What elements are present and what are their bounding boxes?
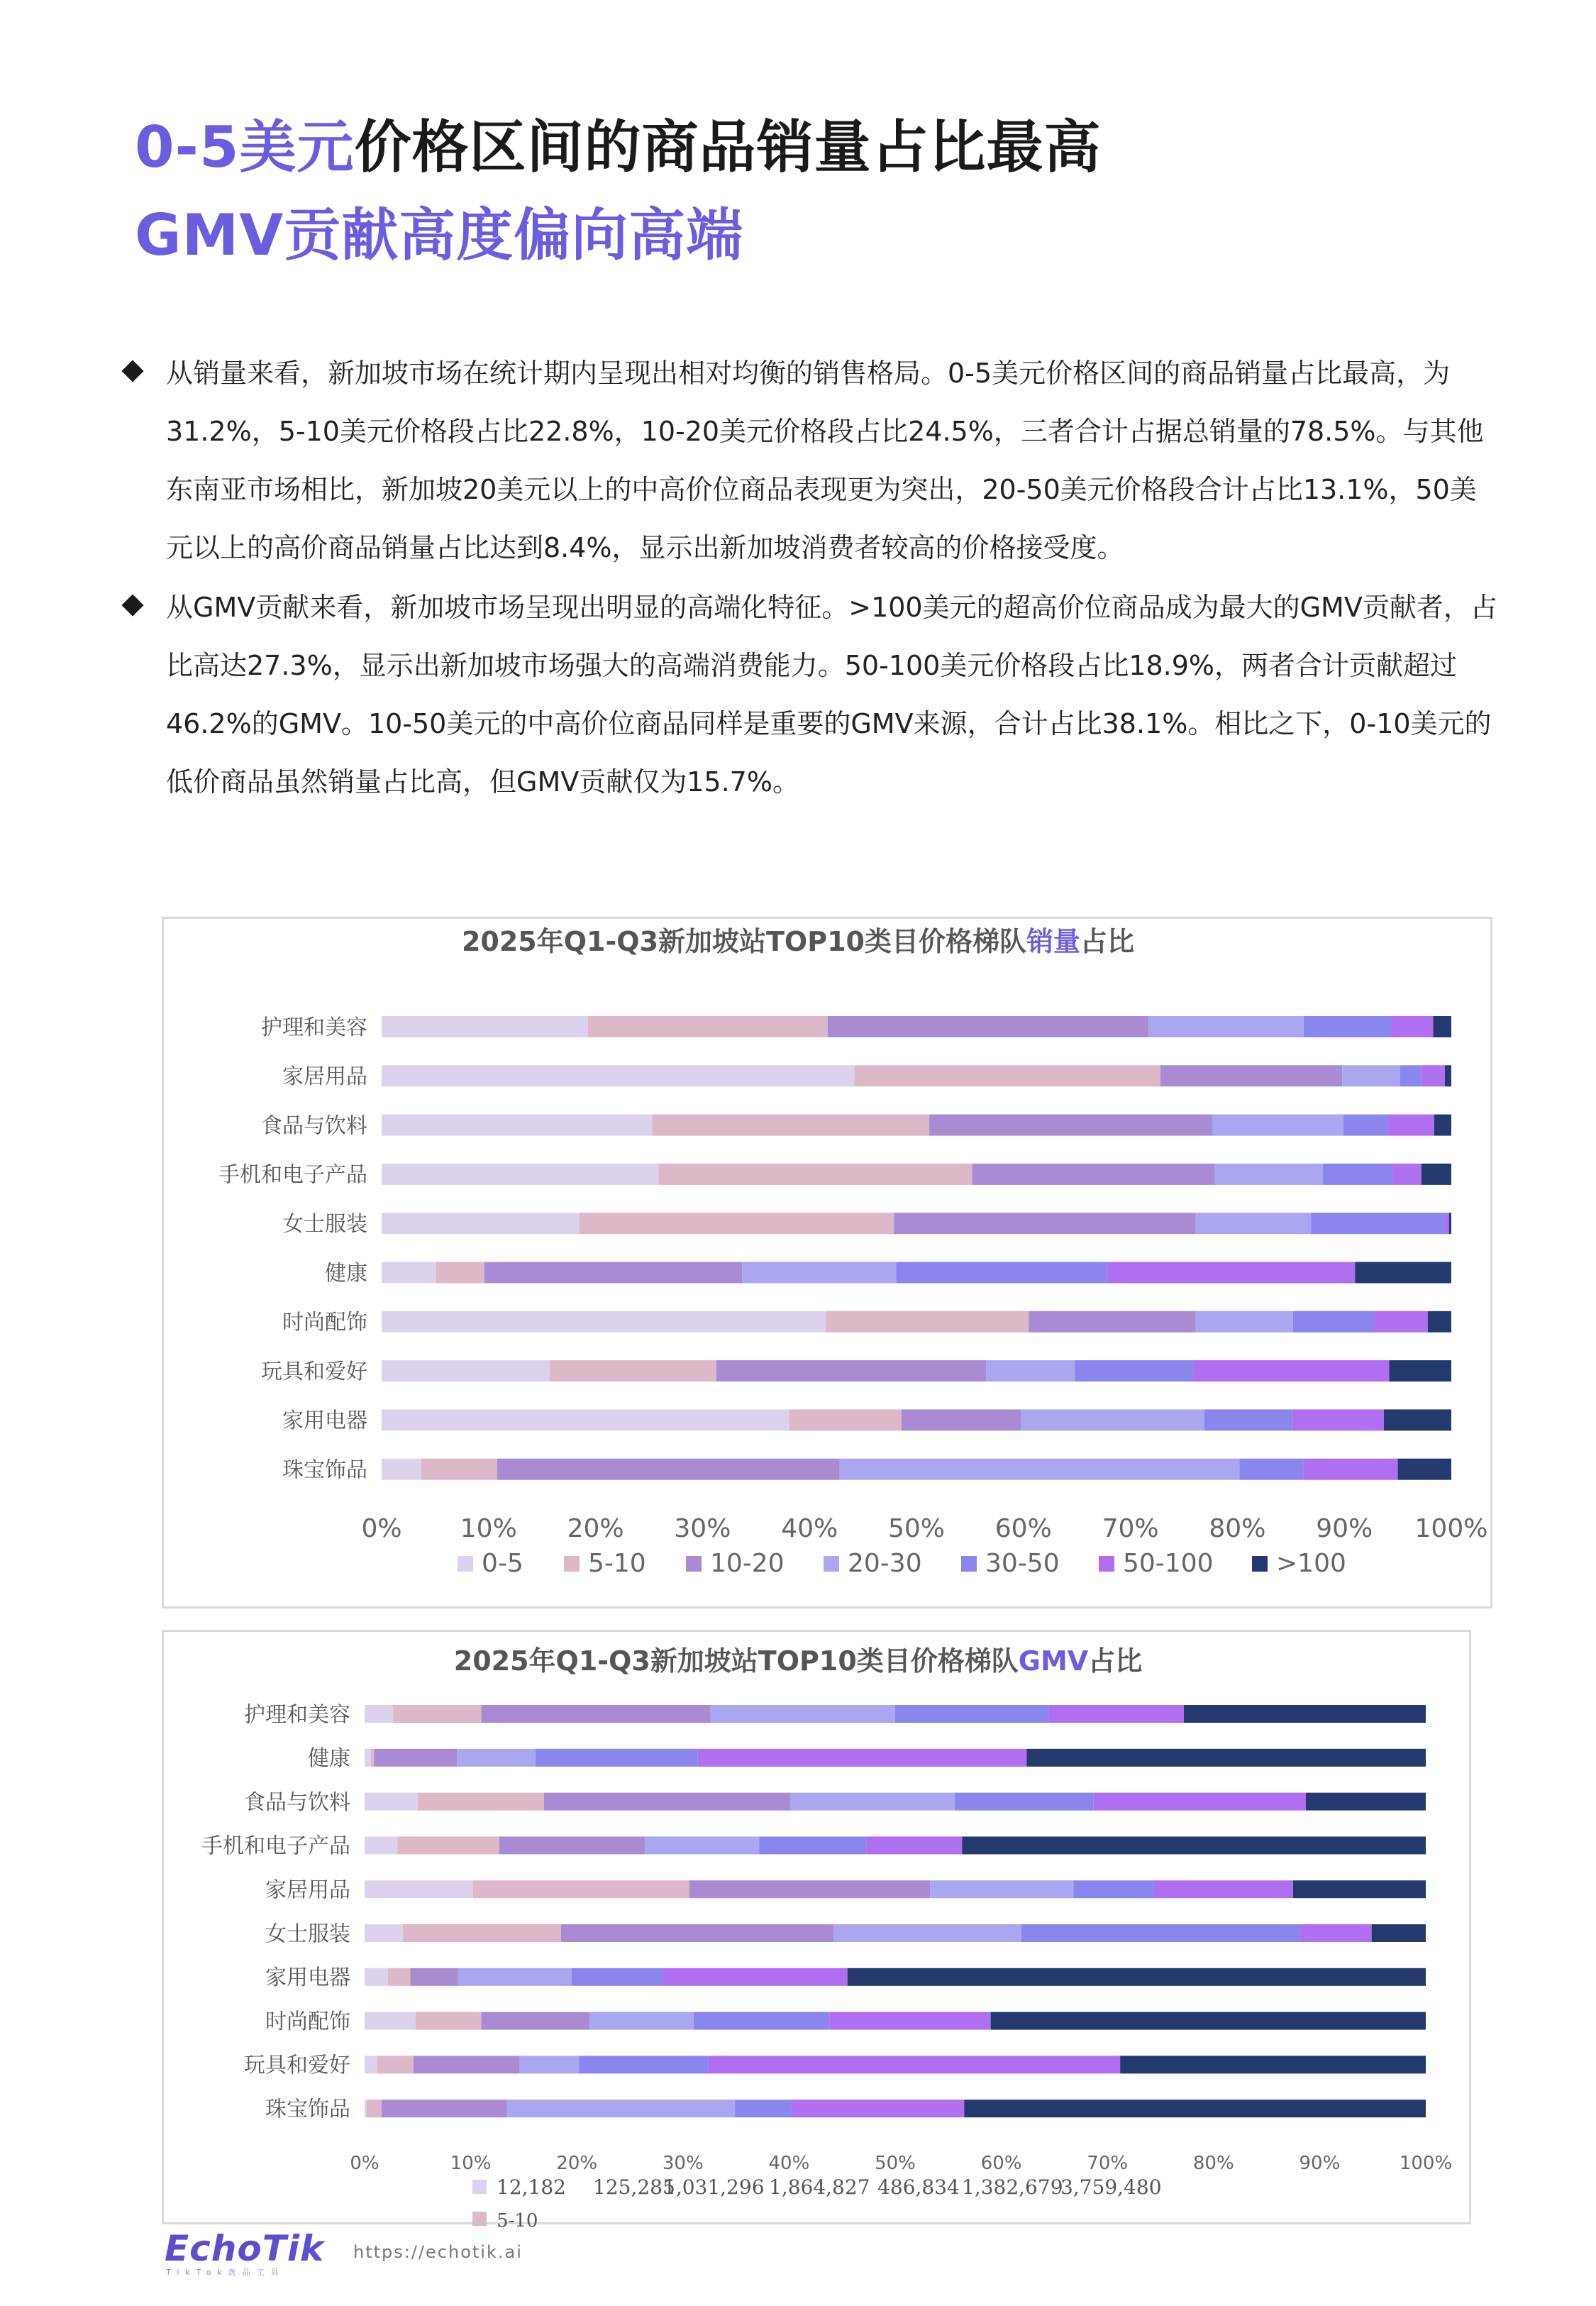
bar-segment-0-5 <box>365 2100 367 2117</box>
bar-segment-0-5 <box>382 1262 436 1284</box>
title-rest: 价格区间的商品销量占比最高 <box>354 114 1102 180</box>
category-label: 家居用品 <box>265 1877 350 1903</box>
axis-tick-label: 60% <box>994 1514 1052 1543</box>
bar-segment-30-50 <box>1293 1311 1375 1333</box>
bar-segment-10-20 <box>828 1016 1148 1037</box>
page-title-line2: GMV贡献高度偏向高端 <box>135 202 744 268</box>
bar-segment-20-30 <box>458 1968 572 1986</box>
bar-segment-0-5 <box>365 1793 418 1811</box>
bar-segment-30-50 <box>895 1705 1049 1723</box>
bar-segment-30-50 <box>1021 1924 1300 1942</box>
legend-value: 125,285 <box>593 2175 675 2199</box>
bar-segment-30-50 <box>1075 1360 1193 1381</box>
bar-segment-50-100 <box>829 2012 990 2030</box>
axis-tick-label: 10% <box>460 1514 517 1543</box>
category-label: 时尚配饰 <box>282 1310 367 1335</box>
legend-swatch-0-5 <box>458 1556 473 1572</box>
category-label: 女士服装 <box>282 1212 367 1237</box>
bar-segment-10-20 <box>382 2100 507 2117</box>
category-label: 玩具和爱好 <box>244 2053 350 2078</box>
bar-segment-50-100 <box>698 1749 1027 1767</box>
bar-segment->100 <box>1027 1749 1426 1767</box>
bar-segment-5-10 <box>659 1164 972 1185</box>
axis-tick-label: 70% <box>1102 1514 1159 1543</box>
axis-tick-label: 100% <box>1399 2153 1453 2174</box>
bar-segment-10-20 <box>929 1115 1213 1136</box>
bar-segment-50-100 <box>1392 1016 1434 1037</box>
bar-segment->100 <box>1120 2056 1426 2073</box>
bar-segment-0-5 <box>365 1968 388 1986</box>
category-label: 护理和美容 <box>244 1702 350 1728</box>
bar-segment-20-30 <box>1196 1311 1293 1333</box>
legend-value: 486,834 <box>877 2175 960 2199</box>
bar-segment-5-10 <box>550 1360 716 1381</box>
bar-segment-0-5 <box>365 1749 371 1767</box>
chart-title-prefix: 2025年Q1-Q3新加坡站TOP10类目价格梯队 <box>461 926 1026 957</box>
bar-segment-5-10 <box>416 2012 482 2030</box>
axis-tick-label: 0% <box>361 1514 402 1543</box>
bar-segment->100 <box>1422 1164 1451 1185</box>
category-label: 手机和电子产品 <box>201 1833 350 1859</box>
legend-label: 5-10 <box>497 2210 538 2231</box>
axis-tick-label: 70% <box>1087 2153 1129 2174</box>
bar-segment-30-50 <box>1239 1459 1303 1480</box>
bar-segment-20-30 <box>519 2056 579 2073</box>
bar-segment-30-50 <box>735 2100 792 2117</box>
bar-segment-30-50 <box>572 1968 663 1986</box>
bar-segment->100 <box>1384 1409 1451 1430</box>
bar-segment-5-10 <box>473 1880 689 1898</box>
axis-tick-label: 90% <box>1299 2153 1341 2174</box>
footer-url: https://echotik.ai <box>353 2242 523 2262</box>
bullet-text: 从GMV贡献来看，新加坡市场呈现出明显的高端化特征。>100美元的超高价位商品成为最大的GMV贡献者，占比高达27.3%，显示出新加坡市场强大的高端消费能力。50-100美元价格段占比18.9%，两者合计贡献超过46.2%的GMV。10-50美元的中高价位商品同样是重要的GMV来源，合计占比38.1%。相比之下，0-10美元的低价商品虽然销量占比高，但GMV贡献仅为15.7%。 <box>166 592 1497 798</box>
bar-segment-50-100 <box>1153 1880 1293 1898</box>
bar-segment-10-20 <box>482 1705 711 1723</box>
bar-segment-10-20 <box>499 1836 645 1854</box>
bar-segment-20-30 <box>986 1360 1075 1381</box>
bar-segment-10-20 <box>414 2056 520 2073</box>
bar-segment->100 <box>1390 1360 1451 1381</box>
bar-segment-10-20 <box>1160 1065 1342 1086</box>
bar-segment-50-100 <box>792 2100 964 2117</box>
category-label: 玩具和爱好 <box>261 1359 367 1384</box>
bar-segment-5-10 <box>393 1705 481 1723</box>
bar-segment-50-100 <box>1374 1311 1427 1333</box>
bar-segment-20-30 <box>589 2012 694 2030</box>
bar-segment->100 <box>1433 1016 1451 1037</box>
bar-segment-10-20 <box>902 1409 1021 1430</box>
echotik-logo: EchoTik <box>165 2228 325 2269</box>
bar-segment->100 <box>964 2100 1426 2117</box>
category-label: 家用电器 <box>282 1408 367 1434</box>
axis-tick-label: 90% <box>1316 1514 1373 1543</box>
bar-segment-50-100 <box>1293 1409 1384 1430</box>
bar-segment-20-30 <box>1215 1164 1323 1185</box>
bar-segment-10-20 <box>561 1924 833 1942</box>
bar-segment-0-5 <box>365 2056 377 2073</box>
bar-segment-20-30 <box>457 1749 536 1767</box>
legend-value: 1,864,827 <box>769 2175 870 2199</box>
category-label: 女士服装 <box>265 1921 350 1947</box>
bar-segment-0-5 <box>382 1115 653 1136</box>
chart-title-suffix: 占比 <box>1088 1645 1143 1677</box>
legend-value: 1,031,296 <box>663 2175 765 2199</box>
bar-segment-20-30 <box>1021 1409 1204 1430</box>
legend-swatch-30-50 <box>961 1556 977 1572</box>
bar-segment-50-100 <box>1108 1262 1355 1284</box>
bar-segment-30-50 <box>1073 1880 1153 1898</box>
category-label: 家用电器 <box>265 1965 350 1991</box>
bar-segment-0-5 <box>382 1065 855 1086</box>
legend-value: 3,759,480 <box>1060 2175 1162 2199</box>
legend-label: 30-50 <box>985 1549 1060 1578</box>
axis-tick-label: 40% <box>768 2153 810 2174</box>
bar-segment-5-10 <box>789 1409 902 1430</box>
chart-title-highlight: 销量 <box>1026 926 1080 957</box>
legend-label: 20-30 <box>848 1549 922 1578</box>
bar-segment->100 <box>1428 1311 1451 1333</box>
axis-tick-label: 20% <box>556 2153 598 2174</box>
axis-tick-label: 80% <box>1209 1514 1266 1543</box>
bar-segment-10-20 <box>972 1164 1214 1185</box>
bar-segment-20-30 <box>645 1836 760 1854</box>
bar-segment-0-5 <box>382 1164 659 1185</box>
bar-segment-30-50 <box>955 1793 1094 1811</box>
bar-segment-50-100 <box>1049 1705 1184 1723</box>
bar-segment-5-10 <box>403 1924 561 1942</box>
bar-segment-0-5 <box>382 1311 826 1333</box>
bar-segment-0-5 <box>365 1705 393 1723</box>
bar-segment-10-20 <box>374 1749 457 1767</box>
bar-segment-20-30 <box>742 1262 896 1284</box>
bar-segment-5-10 <box>436 1262 484 1284</box>
bar-segment-50-100 <box>1445 1213 1449 1234</box>
category-label: 健康 <box>308 1746 350 1772</box>
bar-segment-50-100 <box>1388 1115 1434 1136</box>
category-label: 护理和美容 <box>261 1015 367 1040</box>
axis-tick-label: 60% <box>980 2153 1022 2174</box>
bar-segment-30-50 <box>1400 1065 1422 1086</box>
axis-tick-label: 50% <box>887 1514 946 1543</box>
bullet-text: 从销量来看，新加坡市场在统计期内呈现出相对均衡的销售格局。0-5美元价格区间的商品销量占比最高，为31.2%，5-10美元价格段占比22.8%，10-20美元价格段占比24.5%，三者合计占据总销量的78.5%。与其他东南亚市场相比，新加坡20美元以上的中高价位商品表现更为突出，20-50美元价格段合计占比13.1%，50美元以上的高价商品销量占比达到8.4%，显示出新加坡消费者较高的价格接受度。 <box>166 358 1484 563</box>
bar-segment-20-30 <box>839 1459 1239 1480</box>
bar-segment->100 <box>1293 1880 1426 1898</box>
bar-segment->100 <box>1306 1793 1426 1811</box>
axis-tick-label: 100% <box>1414 1514 1488 1543</box>
bar-segment-50-100 <box>1300 1924 1371 1942</box>
bar-segment-5-10 <box>377 2056 414 2073</box>
bar-segment->100 <box>1398 1459 1451 1480</box>
bar-segment-20-30 <box>833 1924 1021 1942</box>
legend-swatch-5-10 <box>564 1556 580 1572</box>
logo-subtitle: TikTok选品工具 <box>166 2268 285 2277</box>
bar-segment->100 <box>1449 1213 1451 1234</box>
bar-segment->100 <box>991 2012 1426 2030</box>
bar-segment-30-50 <box>760 1836 867 1854</box>
bar-segment-30-50 <box>536 1749 698 1767</box>
bar-segment-30-50 <box>1343 1115 1388 1136</box>
bar-segment-20-30 <box>1196 1213 1312 1234</box>
bar-segment-50-100 <box>1392 1164 1422 1185</box>
bar-segment-10-20 <box>689 1880 931 1898</box>
bar-segment-5-10 <box>421 1459 497 1480</box>
bar-segment-10-20 <box>484 1262 742 1284</box>
chart-title-suffix: 占比 <box>1080 926 1134 957</box>
bar-segment-10-20 <box>482 2012 590 2030</box>
bar-segment-30-50 <box>1323 1164 1392 1185</box>
bar-segment-50-100 <box>1194 1360 1390 1381</box>
bar-segment->100 <box>1355 1262 1451 1284</box>
axis-tick-label: 20% <box>567 1514 624 1543</box>
bar-segment-0-5 <box>382 1409 789 1430</box>
bar-segment-0-5 <box>365 1880 473 1898</box>
bar-segment-10-20 <box>894 1213 1195 1234</box>
legend-swatch-5-10 <box>472 2212 487 2226</box>
bar-segment-10-20 <box>716 1360 986 1381</box>
category-label: 手机和电子产品 <box>218 1162 367 1188</box>
bar-segment-5-10 <box>371 1749 374 1767</box>
legend-swatch-20-30 <box>824 1556 839 1572</box>
category-label: 食品与饮料 <box>244 1789 350 1815</box>
category-label: 时尚配饰 <box>265 2009 350 2034</box>
legend-swatch->100 <box>1252 1556 1268 1572</box>
bar-segment-0-5 <box>382 1459 421 1480</box>
axis-tick-label: 50% <box>875 2153 916 2174</box>
bar-segment-20-30 <box>1148 1016 1304 1037</box>
legend-value: 1,382,679 <box>962 2175 1063 2199</box>
category-label: 健康 <box>325 1261 367 1286</box>
bar-segment-5-10 <box>418 1793 544 1811</box>
bar-segment-30-50 <box>579 2056 709 2073</box>
bar-segment-50-100 <box>1094 1793 1306 1811</box>
bar-segment-20-30 <box>711 1705 895 1723</box>
bar-segment-10-20 <box>410 1968 458 1986</box>
legend-label: 5-10 <box>588 1549 646 1578</box>
chart-title-highlight: GMV <box>1018 1645 1089 1677</box>
bar-segment->100 <box>1445 1065 1451 1086</box>
axis-tick-label: 40% <box>781 1514 838 1543</box>
bar-segment-30-50 <box>694 2012 829 2030</box>
bar-segment-0-5 <box>365 1836 397 1854</box>
bar-segment-30-50 <box>896 1262 1108 1284</box>
bar-segment->100 <box>1434 1115 1451 1136</box>
bar-segment-50-100 <box>1422 1065 1445 1086</box>
axis-tick-label: 30% <box>674 1514 731 1543</box>
bar-segment->100 <box>1184 1705 1426 1723</box>
bar-segment->100 <box>962 1836 1426 1854</box>
bar-segment-5-10 <box>580 1213 894 1234</box>
bar-segment-5-10 <box>588 1016 828 1037</box>
bar-segment->100 <box>848 1968 1426 1986</box>
bar-segment-5-10 <box>855 1065 1160 1086</box>
category-label: 珠宝饰品 <box>265 2097 350 2122</box>
axis-tick-label: 80% <box>1192 2153 1234 2174</box>
axis-tick-label: 30% <box>662 2153 704 2174</box>
bar-segment-20-30 <box>1342 1065 1400 1086</box>
chart-title-prefix: 2025年Q1-Q3新加坡站TOP10类目价格梯队 <box>453 1645 1019 1677</box>
title-highlight: 0-5美元 <box>135 114 355 180</box>
bar-segment-30-50 <box>1311 1213 1445 1234</box>
bar-segment-5-10 <box>826 1311 1029 1333</box>
category-label: 家居用品 <box>282 1064 367 1090</box>
bar-segment-50-100 <box>709 2056 1120 2073</box>
bar-segment->100 <box>1372 1924 1426 1942</box>
bar-segment-50-100 <box>867 1836 963 1854</box>
category-label: 珠宝饰品 <box>282 1457 367 1483</box>
legend-swatch-0-5 <box>472 2180 487 2194</box>
bar-segment-5-10 <box>397 1836 499 1854</box>
bar-segment-0-5 <box>365 1924 403 1942</box>
bar-segment-10-20 <box>544 1793 790 1811</box>
bar-segment-30-50 <box>1204 1409 1293 1430</box>
axis-tick-label: 10% <box>450 2153 492 2174</box>
legend-value: 12,182 <box>497 2175 566 2199</box>
legend-label: 0-5 <box>482 1549 523 1578</box>
bar-segment-10-20 <box>1029 1311 1195 1333</box>
bar-segment-20-30 <box>1213 1115 1343 1136</box>
bar-segment-50-100 <box>663 1968 847 1986</box>
category-label: 食品与饮料 <box>261 1113 367 1139</box>
bar-segment-0-5 <box>365 2012 416 2030</box>
bar-segment-5-10 <box>388 1968 410 1986</box>
legend-label: 10-20 <box>710 1549 785 1578</box>
axis-tick-label: 0% <box>350 2153 379 2174</box>
legend-swatch-50-100 <box>1099 1556 1114 1572</box>
bar-segment-0-5 <box>382 1213 580 1234</box>
legend-swatch-10-20 <box>686 1556 702 1572</box>
bar-segment-30-50 <box>1304 1016 1392 1037</box>
bar-segment-0-5 <box>382 1016 588 1037</box>
bar-segment-20-30 <box>930 1880 1073 1898</box>
bar-segment-20-30 <box>506 2100 735 2117</box>
bar-segment-5-10 <box>367 2100 382 2117</box>
bar-segment-0-5 <box>382 1360 550 1381</box>
legend-label: >100 <box>1276 1549 1346 1578</box>
bar-segment-20-30 <box>790 1793 955 1811</box>
bar-segment-5-10 <box>653 1115 930 1136</box>
bar-segment-10-20 <box>497 1459 840 1480</box>
bar-segment-50-100 <box>1304 1459 1398 1480</box>
legend-label: 50-100 <box>1123 1549 1214 1578</box>
